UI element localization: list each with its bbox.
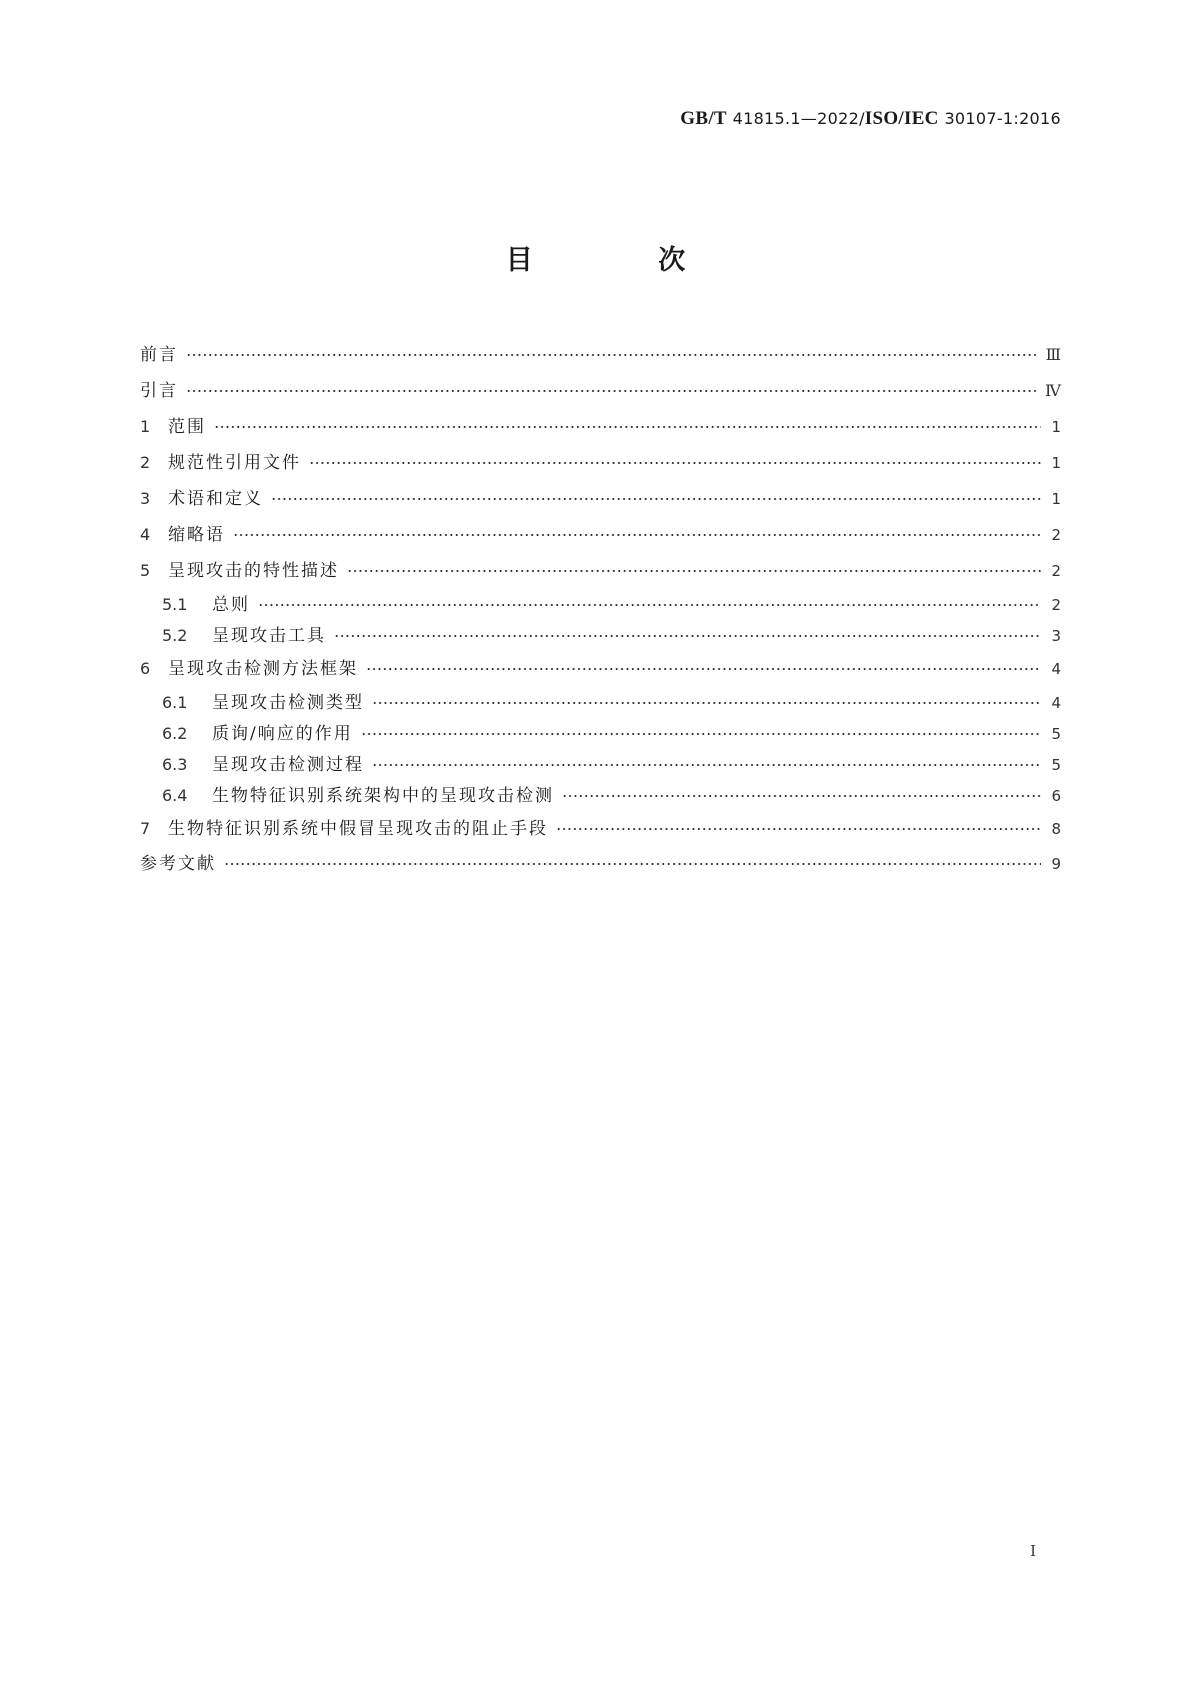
- toc-entry-3[interactable]: [140, 481, 1061, 517]
- toc-title: 目 次: [505, 245, 744, 276]
- toc-entry-title: 引言: [140, 381, 178, 401]
- dot-leader: [233, 534, 1041, 536]
- toc-entry-page: 1: [1051, 490, 1061, 508]
- dot-leader: [562, 795, 1041, 797]
- toc-entry-number: 6: [140, 659, 151, 678]
- toc-entry-5[interactable]: [140, 553, 1061, 589]
- toc-entry-number: 1: [140, 417, 151, 436]
- toc-entry-title: 呈现攻击的特性描述: [168, 561, 339, 581]
- iso-prefix: ISO/IEC: [864, 108, 939, 129]
- standard-prefix: GB/T: [680, 108, 727, 129]
- toc-entry-page: 1: [1051, 418, 1061, 436]
- toc-entry-page: 2: [1051, 596, 1061, 614]
- toc-entry-page: 8: [1051, 820, 1061, 838]
- toc-entry-page: 2: [1051, 526, 1061, 544]
- toc-entry-page: 9: [1051, 855, 1061, 873]
- toc-entry-title: 缩略语: [168, 525, 225, 545]
- toc-entry-number: 7: [140, 819, 151, 838]
- toc-entry-number: 6.1: [162, 693, 188, 712]
- toc-entry-4[interactable]: [140, 517, 1061, 553]
- toc-entry-title: 总则: [212, 595, 250, 615]
- dot-leader: [334, 635, 1041, 637]
- toc-entry-6[interactable]: [140, 651, 1061, 687]
- toc-entry-title: 呈现攻击检测过程: [212, 755, 364, 775]
- standard-number: 41815.1—2022/: [732, 109, 865, 128]
- toc-entry-number: 6.2: [162, 724, 188, 743]
- toc-entry-number: 2: [140, 453, 151, 472]
- iso-number: 30107-1:2016: [944, 109, 1061, 128]
- toc-entry-introduction[interactable]: [140, 373, 1061, 409]
- toc-entry-number: 6.4: [162, 786, 188, 805]
- toc-entry-number: 6.3: [162, 755, 188, 774]
- toc-entry-6-2[interactable]: [140, 718, 1061, 749]
- toc-entry-number: 3: [140, 489, 151, 508]
- dot-leader: [224, 863, 1041, 865]
- toc-entry-title: 前言: [140, 345, 178, 365]
- toc-entry-1[interactable]: [140, 409, 1061, 445]
- table-of-contents: [140, 337, 1061, 881]
- toc-entry-page: 4: [1051, 660, 1061, 678]
- toc-entry-page: 5: [1051, 756, 1061, 774]
- toc-entry-2[interactable]: [140, 445, 1061, 481]
- dot-leader: [556, 828, 1041, 830]
- toc-entry-title: 呈现攻击检测方法框架: [168, 659, 358, 679]
- toc-entry-title: 范围: [168, 417, 206, 437]
- toc-entry-6-3[interactable]: [140, 749, 1061, 780]
- toc-entry-title: 参考文献: [140, 854, 216, 874]
- toc-entry-title: 质询/响应的作用: [212, 724, 353, 744]
- dot-leader: [372, 764, 1041, 766]
- toc-entry-page: 5: [1051, 725, 1061, 743]
- dot-leader: [186, 354, 1038, 356]
- toc-entry-5-2[interactable]: [140, 620, 1061, 651]
- standard-code: [680, 108, 1061, 130]
- toc-entry-page: Ⅳ: [1045, 381, 1061, 400]
- dot-leader: [372, 702, 1041, 704]
- dot-leader: [309, 462, 1041, 464]
- toc-entry-number: 5: [140, 561, 151, 580]
- toc-entry-bibliography[interactable]: [140, 847, 1061, 881]
- dot-leader: [186, 390, 1037, 392]
- toc-entry-title: 术语和定义: [168, 489, 263, 509]
- toc-entry-6-4[interactable]: [140, 780, 1061, 811]
- dot-leader: [271, 498, 1041, 500]
- toc-entry-title: 呈现攻击检测类型: [212, 693, 364, 713]
- dot-leader: [347, 570, 1041, 572]
- toc-entry-page: 2: [1051, 562, 1061, 580]
- toc-entry-title: 生物特征识别系统中假冒呈现攻击的阻止手段: [168, 819, 548, 839]
- toc-entry-5-1[interactable]: [140, 589, 1061, 620]
- dot-leader: [366, 668, 1041, 670]
- toc-entry-number: 5.2: [162, 626, 188, 645]
- toc-entry-foreword[interactable]: [140, 337, 1061, 373]
- toc-entry-page: 3: [1051, 627, 1061, 645]
- dot-leader: [361, 733, 1041, 735]
- toc-entry-page: 6: [1051, 787, 1061, 805]
- toc-entry-page: Ⅲ: [1045, 345, 1061, 364]
- toc-entry-7[interactable]: [140, 811, 1061, 847]
- dot-leader: [258, 604, 1041, 606]
- dot-leader: [214, 426, 1041, 428]
- toc-entry-page: 4: [1051, 694, 1061, 712]
- toc-entry-number: 5.1: [162, 595, 188, 614]
- toc-entry-page: 1: [1051, 454, 1061, 472]
- toc-entry-number: 4: [140, 525, 151, 544]
- toc-entry-title: 生物特征识别系统架构中的呈现攻击检测: [212, 786, 554, 806]
- toc-entry-title: 呈现攻击工具: [212, 626, 326, 646]
- toc-entry-6-1[interactable]: [140, 687, 1061, 718]
- toc-entry-title: 规范性引用文件: [168, 453, 301, 473]
- page-number: Ⅰ: [1030, 1542, 1036, 1560]
